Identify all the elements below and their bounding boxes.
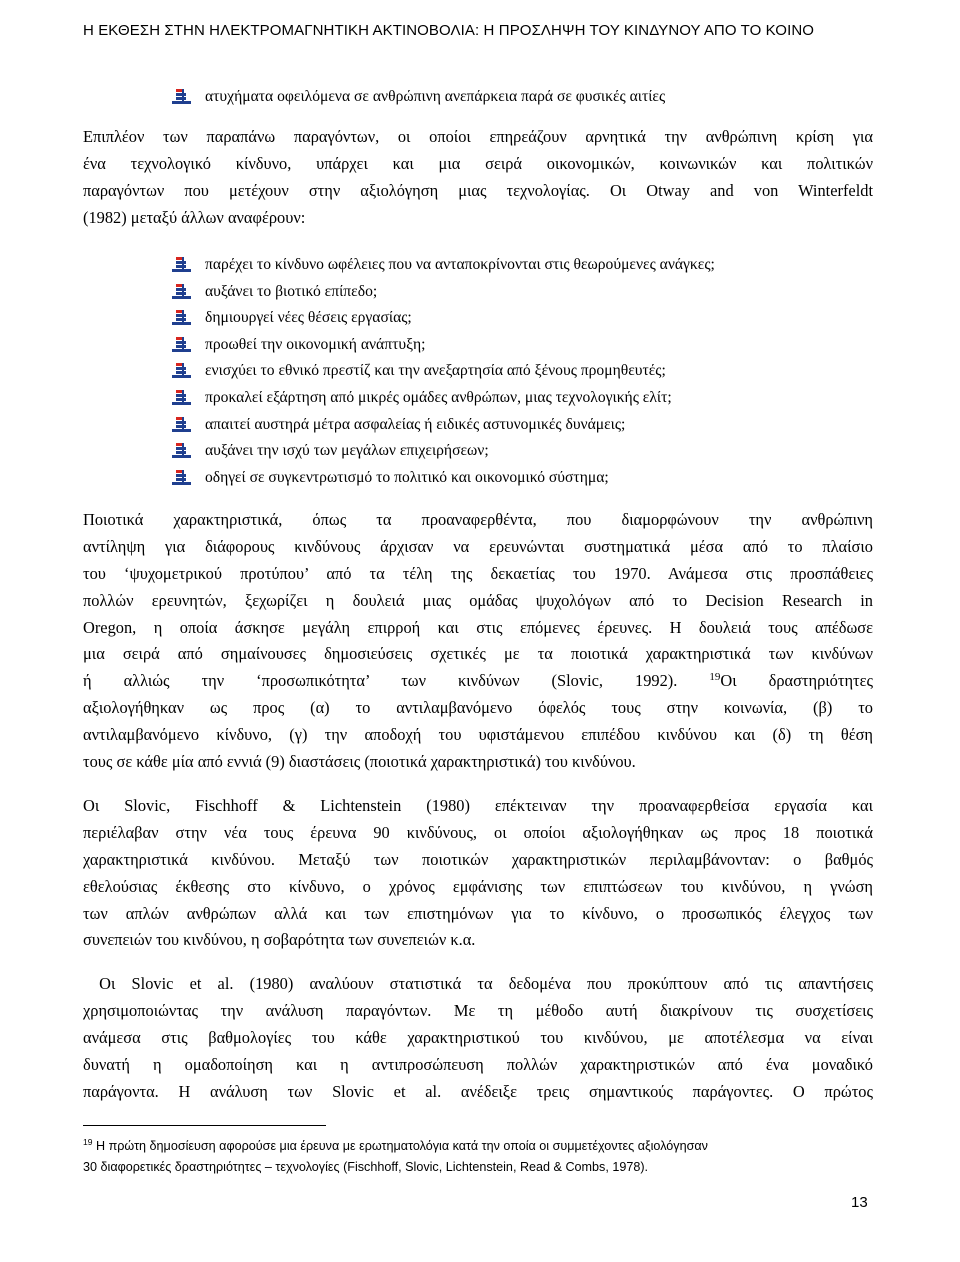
arrow-bullet-icon (172, 470, 191, 485)
text-line: χρησιμοποιώντας την ανάλυση παραγόντων. Με τη μέθοδο αυτή διακρίνουν τις συσχετίσεις (83, 1000, 873, 1020)
arrow-bullet-icon (172, 390, 191, 405)
text-line: ένα τεχνολογικό κίνδυνο, υπάρχει και μια σειρά οικονομικών, κοινωνικών και πολιτικών (83, 153, 873, 173)
list-item (172, 438, 715, 465)
list-item (172, 412, 715, 439)
arrow-bullet-icon (172, 310, 191, 325)
paragraph-2 (83, 507, 873, 776)
text-line: μια σειρά από σημαίνουσες δημοσιεύσεις σχετικές με τα ποιοτικά χαρακτηριστικά των κινδύνων (83, 644, 873, 664)
text-line: Ποιοτικά χαρακτηριστικά, όπως τα προαναφερθέντα, που διαμορφώνουν την ανθρώπινη (83, 510, 873, 529)
bullet-text: οδηγεί σε συγκεντρωτισμό το πολιτικό και οικονομικό σύστημα; (205, 468, 609, 486)
text-line: παράγοντα. Η ανάλυση των Slovic et al. ανέδειξε τρεις σημαντικούς παράγοντες. Ο πρώτος (83, 1081, 873, 1101)
text-line: εθελούσιας έκθεσης στο κίνδυνο, ο χρόνος εμφάνισης των επιπτώσεων του κινδύνου, η γνώση (83, 876, 873, 896)
paragraph-3 (83, 793, 873, 954)
running-header: Η ΕΚΘΕΣΗ ΣΤΗΝ ΗΛΕΚΤΡΟΜΑΓΝΗΤΙΚΗ ΑΚΤΙΝΟΒΟΛΙΑ: Η ΠΡΟΣΛΗΨΗ ΤΟΥ ΚΙΝΔΥΝΟΥ ΑΠΟ ΤΟ ΚΟΙΝΟ (83, 22, 815, 39)
arrow-bullet-icon (172, 363, 191, 378)
list-item (172, 465, 715, 492)
footnote-reference: 19 (709, 671, 721, 684)
text-line: του ‘ψυχομετρικού προτύπου’ από τα τέλη της δεκαετίας του 1970. Ανάμεσα στις προσπάθειες (83, 563, 873, 583)
text-line: αξιολογήθηκαν ως προς (α) το αντιλαμβανόμενο όφελός τους στην κοινωνία, (β) το (83, 698, 873, 718)
paragraph-1 (83, 124, 873, 232)
text-line: χαρακτηριστικά κινδύνου. Μεταξύ των ποιοτικών χαρακτηριστικών περιλαμβάνονταν: ο βαθμός (83, 849, 873, 869)
footnote-separator (83, 1125, 326, 1126)
text-line: Επιπλέον των παραπάνω παραγόντων, οι οποίοι επηρεάζουν αρνητικά την ανθρώπινη κρίση για (83, 127, 873, 146)
text-line: συνεπειών του κινδύνου, η σοβαρότητα των συνεπειών κ.α. (83, 930, 476, 950)
page-number: 13 (851, 1194, 868, 1211)
bullet-text: ενισχύει το εθνικό πρεστίζ και την ανεξαρτησία από ξένους προμηθευτές; (205, 362, 666, 380)
arrow-bullet-icon (172, 284, 191, 299)
footnote-line (83, 1136, 883, 1157)
text-line: Οι Slovic et al. (1980) αναλύουν στατιστικά τα δεδομένα που προκύπτουν από τις απαντήσεις (83, 974, 873, 993)
bullet-text: παρέχει το κίνδυνο ωφέλειες που να ανταποκρίνονται στις θεωρούμενες ανάγκες; (205, 256, 715, 273)
text-segment: ή αλλιώς την ‘προσωπικότητα’ των κινδύνων (Slovic, 1992). (83, 671, 678, 691)
arrow-bullet-icon (172, 89, 191, 104)
bullet-text: προκαλεί εξάρτηση από μικρές ομάδες ανθρώπων, μιας τεχνολογικής ελίτ; (205, 388, 672, 406)
footnote-text: Η πρώτη δημοσίευση αφορούσε μια έρευνα με ερωτηματολόγια κατά την οποία οι συμμετέχοντες αξιολόγησαν (95, 1139, 708, 1153)
bullet-text: απαιτεί αυστηρά μέτρα ασφαλείας ή ειδικές αστυνομικές δυνάμεις; (205, 415, 626, 433)
arrow-bullet-icon (172, 443, 191, 458)
arrow-bullet-icon (172, 337, 191, 352)
footnote-line: 30 διαφορετικές δραστηριότητες – τεχνολογίες (Fischhoff, Slovic, Lichtenstein, Read & Combs, 1978). (83, 1160, 649, 1174)
footnote-number: 19 (83, 1137, 93, 1147)
text-line: τους σε κάθε μία από εννιά (9) διαστάσεις (ποιοτικά χαρακτηριστικά) του κινδύνου. (83, 752, 636, 772)
text-line: (1982) μεταξύ άλλων αναφέρουν: (83, 207, 306, 227)
bullet-text: αυξάνει την ισχύ των μεγάλων επιχειρήσεων; (205, 442, 489, 460)
arrow-bullet-icon (172, 257, 191, 272)
footnote (83, 1136, 883, 1178)
text-line: αντιλαμβανόμενο κίνδυνο, (γ) την αποδοχή του υφιστάμενου επιπέδου κινδύνου και (δ) τη θέση (83, 725, 873, 745)
paragraph-4 (83, 971, 873, 1105)
list-item (172, 279, 715, 306)
list-item (172, 385, 715, 412)
text-line: παραγόντων που μετέχουν στην αξιολόγηση μιας τεχνολογίας. Οι Otway and von Winterfeldt (83, 180, 873, 200)
list-item (172, 252, 715, 279)
list-item (172, 305, 715, 332)
text-segment: Οι δραστηριότητες (720, 671, 873, 691)
bullet-text: προωθεί την οικονομική ανάπτυξη; (205, 335, 426, 353)
list-item (172, 332, 715, 359)
text-line: ανάμεσα στις βαθμολογίες του κάθε χαρακτηριστικού του κινδύνου, με αποτέλεσμα να είναι (83, 1027, 873, 1047)
bullet-text: αυξάνει το βιοτικό επίπεδο; (205, 282, 378, 300)
arrow-bullet-icon (172, 417, 191, 432)
text-line: των απλών ανθρώπων αλλά και των επιστημόνων για το κίνδυνο, ο προσωπικός έλεγχος των (83, 903, 873, 923)
text-line: Oregon, η οποία άσκησε μεγάλη επιρροή και στις επόμενες έρευνες. Η δουλειά τους απέδωσε (83, 617, 873, 637)
bullet-text: δημιουργεί νέες θέσεις εργασίας; (205, 309, 412, 327)
text-line: δυνατή η ομαδοποίηση και η αντιπροσώπευση πολλών χαρακτηριστικών από ένα μοναδικό (83, 1054, 873, 1074)
top-bullet-list (172, 84, 665, 111)
text-line: πολλών ερευνητών, ξεχωρίζει η δουλειά μιας ομάδας ψυχολόγων από το Decision Research in (83, 590, 873, 610)
text-line: Οι Slovic, Fischhoff & Lichtenstein (1980) επέκτειναν την προαναφερθείσα εργασία και (83, 796, 873, 815)
list-item (172, 84, 665, 111)
bullet-list (172, 252, 715, 491)
text-line: περιέλαβαν στην νέα τους έρευνα 90 κινδύνους, οι οποίοι αξιολογήθηκαν ως προς 18 ποιοτικά (83, 822, 873, 842)
text-line (83, 668, 873, 695)
list-item (172, 358, 715, 385)
bullet-text: ατυχήματα οφειλόμενα σε ανθρώπινη ανεπάρκεια παρά σε φυσικές αιτίες (205, 88, 666, 105)
text-line: αντίληψη για διάφορους κινδύνους άρχισαν να ερευνώνται συστηματικά μέσα από το πλαίσιο (83, 536, 873, 556)
